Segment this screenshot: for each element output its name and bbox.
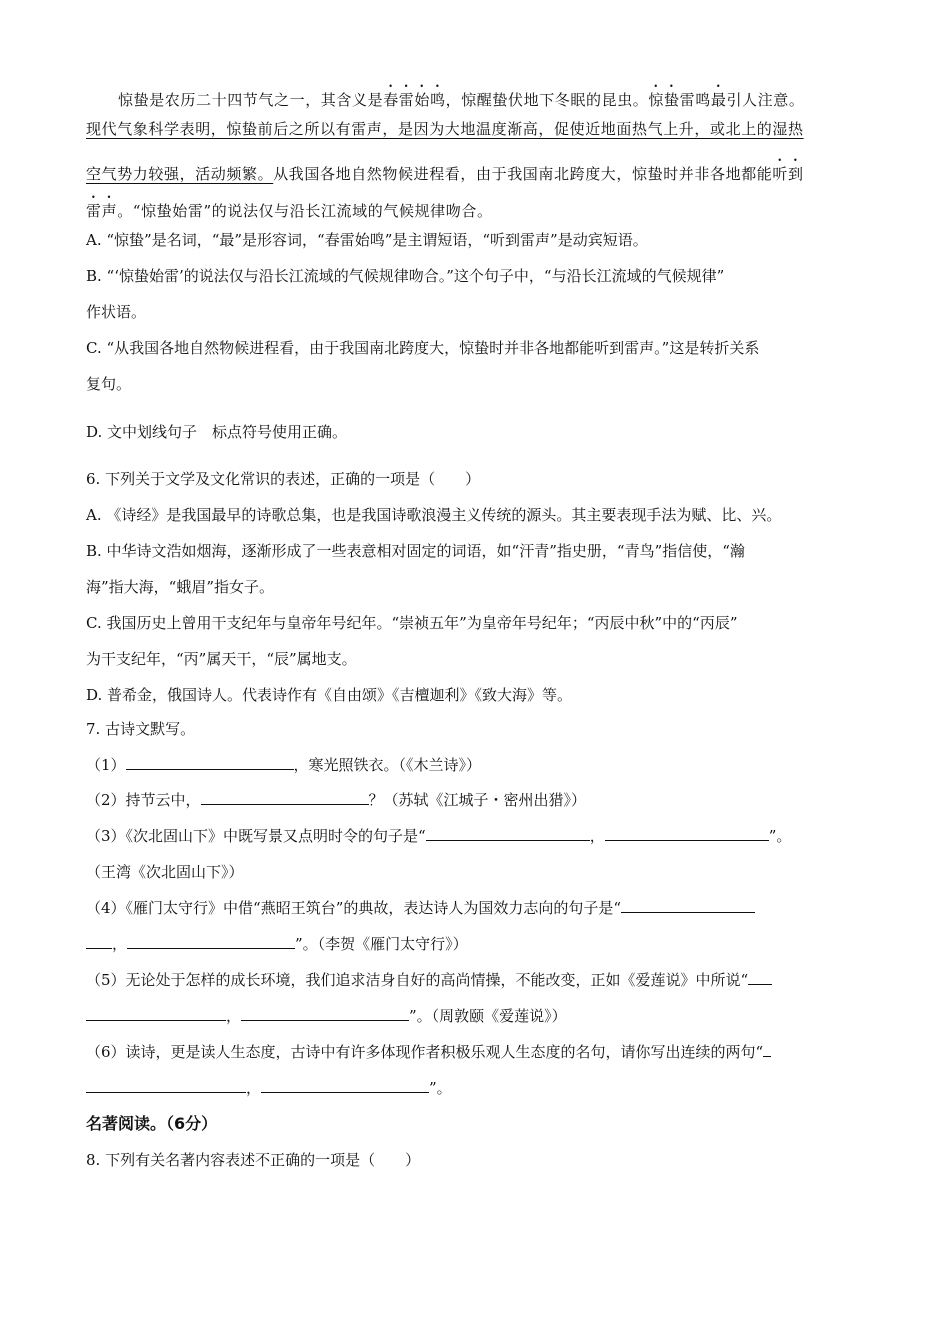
answer-blank[interactable]	[748, 970, 772, 985]
passage-line-1	[118, 82, 804, 110]
underlined-sentence: 现代气象科学表明，惊蛰前后之所以有雷声，是因为大地温度渐高，促使近地面热气上升，或北上的湿热	[86, 120, 804, 138]
q6-stem: 6. 下列关于文学及文化常识的表述，正确的一项是（ ）	[86, 470, 481, 488]
q6-option-b: B. 中华诗文浩如烟海，逐渐形成了一些表意相对固定的词语，如“汗青”指史册，“青鸟”指信使，“瀚	[86, 542, 745, 560]
item-text: （2）持节云中，	[86, 791, 201, 809]
item-text: （6）读诗，更是读人生态度，古诗中有许多体现作者积极乐观人生态度的名句，请你写出连续的两句“	[86, 1043, 764, 1061]
section-heading: 名著阅读。（6分）	[86, 1114, 218, 1133]
q6-option-c: C. 我国历史上曾用干支纪年与皇帝年号纪年。“崇祯五年”为皇帝年号纪年；“丙辰中秋”中的“丙辰”	[86, 614, 738, 632]
q5-option-b: B. “‘惊蛰始雷’的说法仅与沿长江流域的气候规律吻合。”这个句子中，“与沿长江流域的气候规律”	[86, 267, 725, 285]
answer-blank[interactable]	[86, 934, 112, 949]
emphasized-word: 惊蛰	[648, 91, 680, 109]
item-text: ”。	[429, 1079, 452, 1097]
q5-option-c: C. “从我国各地自然物候进程看，由于我国南北跨度大，惊蛰时并非各地都能听到雷声。”这是转折关系	[86, 339, 760, 357]
q6-option-c-cont: 为干支纪年，“丙”属天干，“辰”属地支。	[86, 650, 357, 668]
q7-item-6	[86, 1042, 771, 1062]
item-text: ”。	[768, 827, 792, 845]
q5-option-c-cont: 复句。	[86, 375, 132, 393]
q7-item-3	[86, 826, 791, 846]
answer-blank[interactable]	[261, 1078, 429, 1093]
passage-line-4	[86, 193, 493, 221]
emphasized-word: 最	[710, 91, 727, 109]
q7-stem: 7. 古诗文默写。	[86, 720, 196, 738]
item-text: （5）无论处于怎样的成长环境，我们追求洁身自好的高尚情操，不能改变，正如《爱莲说》中所说“	[86, 971, 749, 989]
passage-text: ，惊醒蛰伏地下冬眠的昆虫。	[445, 91, 649, 109]
answer-blank[interactable]	[621, 898, 755, 913]
item-text: （4）《雁门太守行》中借“燕昭王筑台”的典故，表达诗人为国效力志向的句子是“	[86, 899, 622, 917]
emphasized-word: 春雷始鸣	[383, 91, 446, 109]
answer-blank[interactable]	[201, 790, 369, 805]
item-text: ”。（周敦颐《爱莲说》）	[409, 1007, 567, 1025]
passage-text: 雷鸣	[679, 91, 711, 109]
item-text: ，寒光照铁衣。（《木兰诗》）	[293, 756, 482, 774]
q5-option-d: D. 文中划线句子 标点符号使用正确。	[86, 423, 348, 441]
item-label: （1）	[86, 756, 126, 774]
emphasized-word: 听到	[772, 165, 804, 183]
underlined-sentence: 空气势力较强，活动频繁。	[86, 165, 274, 183]
passage-line-3	[86, 156, 804, 184]
q7-item-5-cont	[86, 1006, 567, 1026]
passage-text: 惊蛰是农历二十四节气之一，其含义是	[118, 91, 384, 109]
answer-blank[interactable]	[241, 1006, 409, 1021]
passage-line-2	[86, 119, 804, 139]
passage-text: 从我国各地自然物候进程看，由于我国南北跨度大，惊蛰时并非各地都能	[273, 165, 773, 183]
answer-blank[interactable]	[763, 1042, 771, 1057]
answer-blank[interactable]	[86, 1006, 226, 1021]
q7-item-2	[86, 790, 586, 810]
item-text: ”。（李贺《雁门太守行》）	[295, 935, 468, 953]
q7-item-5	[86, 970, 772, 990]
item-text: ，	[246, 1079, 262, 1097]
passage-text: 引人注意。	[726, 91, 805, 109]
passage-text: 。“惊蛰始雷”的说法仅与沿长江流域的气候规律吻合。	[117, 202, 493, 220]
q7-item-4	[86, 898, 755, 918]
answer-blank[interactable]	[86, 1078, 246, 1093]
q8-stem: 8. 下列有关名著内容表述不正确的一项是（ ）	[86, 1151, 421, 1169]
emphasized-word: 雷声	[86, 202, 118, 220]
q7-item-3-source: （王湾《次北固山下》）	[86, 863, 244, 881]
item-text: ？（苏轼《江城子・密州出猎》）	[368, 791, 587, 809]
q6-option-a: A. 《诗经》是我国最早的诗歌总集，也是我国诗歌浪漫主义传统的源头。其主要表现手法为赋、比、兴。	[86, 506, 782, 524]
q5-option-b-cont: 作状语。	[86, 303, 147, 321]
item-text: （3）《次北固山下》中既写景又点明时令的句子是“	[86, 827, 426, 845]
answer-blank[interactable]	[126, 755, 294, 770]
q7-item-4-cont	[86, 934, 468, 954]
q6-option-b-cont: 海”指大海，“蛾眉”指女子。	[86, 578, 275, 596]
item-text: ，	[226, 1007, 242, 1025]
answer-blank[interactable]	[127, 934, 295, 949]
answer-blank[interactable]	[426, 826, 590, 841]
q5-option-a: A. “惊蛰”是名词，“最”是形容词，“春雷始鸣”是主谓短语，“听到雷声”是动宾短语。	[86, 231, 648, 249]
q7-item-1	[86, 755, 481, 775]
item-text: ，	[112, 935, 128, 953]
item-text: ，	[589, 827, 605, 845]
answer-blank[interactable]	[605, 826, 769, 841]
q7-item-6-cont	[86, 1078, 452, 1098]
q6-option-d: D. 普希金，俄国诗人。代表诗作有《自由颂》《吉檀迦利》《致大海》等。	[86, 686, 573, 704]
